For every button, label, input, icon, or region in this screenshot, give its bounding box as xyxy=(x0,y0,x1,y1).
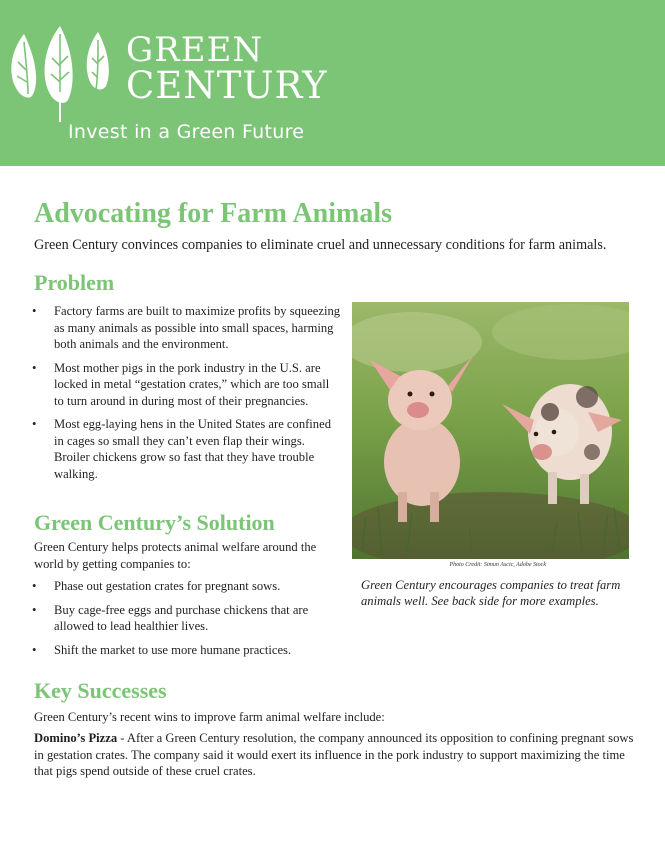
dominos-text: - After a Green Century resolution, the company announced its opposition to confining pregnant sows in gestation crates. The company said it would exert its influence in the pork industry to support maximizing the time that pigs spend outside of these cruel crates. xyxy=(34,731,634,778)
page-title: Advocating for Farm Animals xyxy=(34,198,393,229)
brand-name xyxy=(126,30,328,107)
brand-line-1: GREEN xyxy=(126,30,264,70)
photo-credit: Photo Credit: Simun Ascic, Adobe Stock xyxy=(449,562,546,568)
list-item: • Most egg-laying hens in the United States are confined in cages so small they can’t even flap their wings. Broiler chickens grow so fast that they have trouble walking. xyxy=(32,416,342,482)
list-item: • Shift the market to use more humane practices. xyxy=(32,642,342,659)
list-item: • Buy cage-free eggs and purchase chickens that are allowed to lead healthier lives. xyxy=(32,602,342,635)
problem-list xyxy=(32,303,342,489)
pigs-photo xyxy=(352,302,629,559)
successes-intro: Green Century’s recent wins to improve farm animal welfare include: xyxy=(34,710,385,724)
problem-heading: Problem xyxy=(34,270,115,295)
photo-caption: Green Century encourages companies to treat farm animals well. See back side for more examples. xyxy=(361,578,621,608)
successes-heading: Key Successes xyxy=(34,678,167,703)
dominos-label: Domino’s Pizza xyxy=(34,731,118,745)
intro-text: Green Century convinces companies to eliminate cruel and unnecessary conditions for farm animals. xyxy=(34,237,607,253)
list-item: • Phase out gestation crates for pregnant sows. xyxy=(32,578,342,595)
leaves-logo-icon xyxy=(6,22,114,124)
list-item: • Most mother pigs in the pork industry in the U.S. are locked in metal “gestation crates,” which are too small to turn around in during most of their pregnancies. xyxy=(32,360,342,410)
header-banner xyxy=(0,0,665,166)
brand-line-2: CENTURY xyxy=(126,64,328,107)
tagline: Invest in a Green Future xyxy=(68,121,305,143)
list-item: • Factory farms are built to maximize profits by squeezing as many animals as possible into small spaces, harming both animals and the environment. xyxy=(32,303,342,353)
solution-heading: Green Century’s Solution xyxy=(34,510,275,535)
solution-list xyxy=(32,578,342,665)
solution-intro: Green Century helps protects animal welfare around the world by getting companies to: xyxy=(34,540,317,571)
dominos-paragraph xyxy=(34,730,644,780)
